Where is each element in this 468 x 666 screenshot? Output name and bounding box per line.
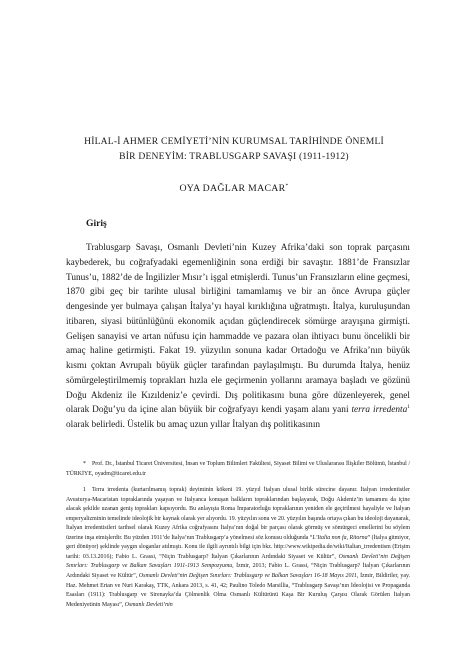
article-title — [40, 134, 428, 164]
author-name — [40, 183, 428, 194]
footnote-italic: Osmanlı Devleti’nin Değişen Sınırları: Trablusgarp ve Balkan Savaşları 16-18 Mayıs 2011 — [138, 573, 357, 580]
section-heading: Giriş — [86, 218, 107, 229]
paragraph-text-b: olarak belirledi. Üstelik bu amaç uzun yıllar İtalyan dış politikasının — [66, 420, 321, 430]
author-name-text: OYA DAĞLAR MACAR — [179, 183, 286, 194]
article-title-line-1: HİLAL-İ AHMER CEMİYETİ’NİN KURUMSAL TARİHİNDE ÖNEMLİ — [84, 136, 384, 147]
body-paragraph — [66, 241, 410, 433]
footnote-text: Terra irredenta (kurtarılmamış toprak) deyiminin kökeni 19. yüzyıl İtalyan ulusal birlik sürecine dayanır. İtalyan irredentistler Avusturya-Macaristan topraklarında yaşayan ve İtalyanca konuşan halkların topraklarından başlayarak, Doğu Akdeniz’in tamamını da içine alacak şekilde uzanan geniş toprakları kapsıyordu. Bu anlayışta Roma İmparatorluğu topraklarının yeniden ele geçirilmesi hayaliyle ve İtalyan emperyalizminin temelinde ideolojik bir kaynak olarak yer alıyordu. 19. yüzyılın sonu ve 20. yüzyılın başında ortaya çıkan bu ideoloji dayanarak, İtalyan irredentistleri tarihsel olarak Kuzey Afrika coğrafyasını İtalya’nın doğal bir parçası olarak görmüş ve sömürgeci emellerini bu söylem üzerine inşa etmişlerdir. Bu yüzden 1911’de İtalya’nın Trablusgarp’a yönelmesi söz konusu olduğunda “ — [66, 487, 411, 541]
footnote-italic: L’Italia non fa, Ritorna — [312, 534, 368, 541]
footnote-italic: Osmanlı Devleti’nin — [124, 601, 173, 608]
footnote-author — [66, 460, 410, 479]
paragraph-italic-term: terra irredenta — [351, 405, 408, 416]
author-footnote-marker: * — [285, 183, 289, 189]
paragraph-text-a: Trablusgarp Savaşı, Osmanlı Devleti’nin Kuzey Afrika’daki son toprak parçasını kaybederek, bu coğrafyadaki egemenliğinin sona erdiği bir savaştır. 1881’de Fransızlar Tunus’u, 1882’de de İngilizler Mısır’ı işgal etmişlerdi. Tunus’un Fransızların eline geçmesi, 1870 gibi geç bir tarihte ulusal birliğini tamamlamış ve bir an önce Avrupa güçler dengesinde yer bulmaya çalışan İtalya’yı hayal kırıklığına uğratmıştı. İtalya, kuruluşundan itibaren, siyasi bütünlüğünü ekonomik açıdan güçlendirecek sömürge arayışına girmişti. Gelişen sanayisi ve artan nüfusu için hammadde ve pazara olan ihtiyacı bunu öncelikli bir amaç haline getirmişti. Fakat 19. yüzyılın sonuna kadar Ortadoğu ve Afrika’nın büyük kısmı çoktan Avrupalı büyük güçler tarafından paylaşılmıştı. Bu durumda İtalya, henüz sömürgeleştirilmemiş toprakları hızla ele geçirmenin yollarını aramaya başladı ve gözünü Doğu Akdeniz ile Kızıldeniz’e çevirdi. Dış politikasını buna göre düzenleyerek, genel olarak Doğu’yu da içine alan büyük bir coğrafyayı kendi yaşam alanı yani — [66, 243, 410, 416]
body-text — [66, 241, 410, 433]
footnote-marker: 1 — [83, 487, 86, 494]
footnotes — [66, 460, 410, 610]
footnote-1 — [66, 486, 410, 610]
footnote-text: Prof. Dr., İstanbul Ticaret Üniversitesi, İnsan ve Toplum Bilimleri Fakültesi, Siyaset Bilimi ve Uluslararası İlişkiler Bölümü, İstanbul / TÜRKİYE, oyadm@ticaret.edu.tr — [66, 461, 410, 477]
footnote-text: ” (İtalya gitmiyor, geri dönüyor) şeklinde yaygın sloganlar atılmıştı. Konu ile ilgili ayrıntılı bilgi için bkz. http://www.wikipedia.de/wiki/Italian_irredentism (Erişim tarihi: 03.13.2016); Fabio L. Grassi, “Niçin Trablusgarp? İtalyan Çıkarlarının Ardındaki Siyaset ve Kültür”, — [66, 534, 410, 560]
paragraph-footnote-marker: 1 — [407, 404, 410, 411]
footnote-marker: * — [83, 461, 86, 467]
footnote-italic: Osmanlı Devleti’nin Değişen Sınırları: Trablusgarp ve Balkan Savaşları 1911-1913 Sempozyumu — [66, 553, 410, 570]
footnote-text: , İzmir, 2013; Fabio L. Grassi, “Niçin Trablusgarp? İtalyan Çıkarlarının Ardındaki Siyaset ve Kültür”, — [66, 563, 410, 580]
article-title-line-2: BİR DENEYİM: TRABLUSGARP SAVAŞI (1911-1912) — [119, 151, 349, 162]
footnote-text: , İzmir, Bildiriler, yay. Haz. Mehmet Ertan ve Nuri Karakaş, TTK, Ankara 2013, s. 41, 42; Paulino Toledo Marsillia, “Trablusgarp Savaşı’nın İdeolojisi ve Propaganda Esasları (1911): Trablusgarp ve Sirenayka’da Çölmenlik Olma Osmanlı Kültürünü Kaşa Bir Kuruluş Çarşısı Olarak Görülen İtalyan Medeniyetinin Mayası”, — [66, 573, 410, 608]
